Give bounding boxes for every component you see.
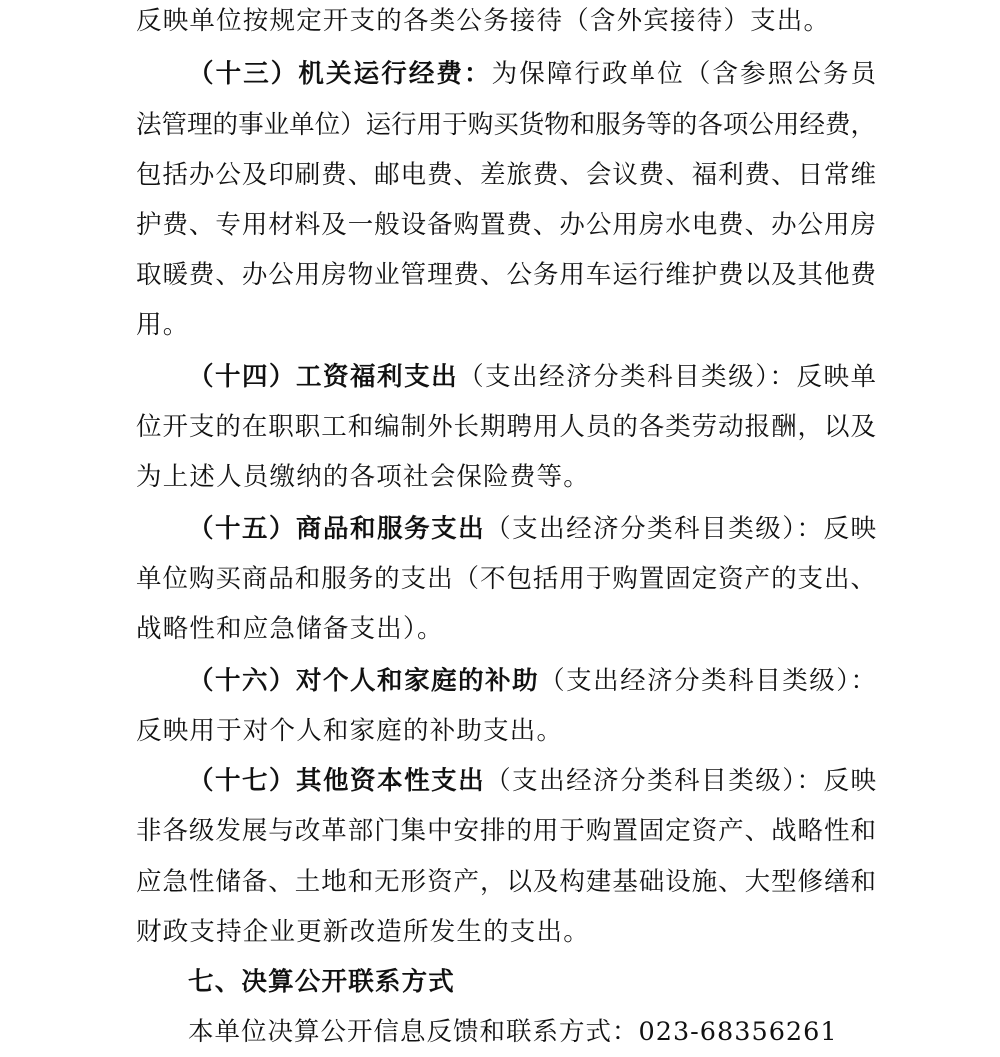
contact-label: 本单位决算公开信息反馈和联系方式： [188,1017,639,1047]
paragraph-line: 取暖费、办公用房物业管理费、公务用车运行维护费以及其他费 [136,260,876,290]
paragraph-line: 为上述人员缴纳的各项社会保险费等。 [136,462,590,492]
paragraph-line: 单位购买商品和服务的支出（不包括用于购置固定资产的支出、 [136,564,876,594]
paragraph-first-line [188,664,876,698]
term-definition: （支出经济分类科目类级）：反映 [485,514,876,544]
paragraph-line: 反映用于对个人和家庭的补助支出。 [136,716,564,746]
paragraph-first-line [188,57,876,91]
term-label: （十四）工资福利支出 [188,362,459,392]
term-definition: （支出经济分类科目类级）：反映单 [458,362,876,392]
paragraph-line: 位开支的在职职工和编制外长期聘用人员的各类劳动报酬，以及 [136,412,876,442]
paragraph-line: 法管理的事业单位）运行用于购买货物和服务等的各项公用经费， [136,110,876,140]
paragraph-line: 财政支持企业更新改造所发生的支出。 [136,917,590,947]
paragraph-line: 护费、专用材料及一般设备购置费、办公用房水电费、办公用房 [136,210,876,240]
term-label: （十五）商品和服务支出 [188,514,486,544]
paragraph-line: 非各级发展与改革部门集中安排的用于购置固定资产、战略性和 [136,816,876,846]
term-label: （十三）机关运行经费： [188,59,492,89]
paragraph-line: 战略性和应急储备支出）。 [136,614,444,644]
paragraph-first-line [188,764,876,798]
paragraph-first-line [188,360,876,394]
paragraph-line: 包括办公及印刷费、邮电费、差旅费、会议费、福利费、日常维 [136,160,876,190]
term-definition: 为保障行政单位（含参照公务员 [491,59,876,89]
term-definition: （支出经济分类科目类级）： [539,666,876,696]
paragraph-line: 反映单位按规定开支的各类公务接待（含外宾接待）支出。 [136,6,831,36]
paragraph-line: 应急性储备、土地和无形资产，以及构建基础设施、大型修缮和 [136,867,876,897]
section-heading: 七、决算公开联系方式 [188,967,456,997]
term-label: （十六）对个人和家庭的补助 [188,666,540,696]
paragraph-line: 用。 [136,310,190,340]
paragraph-first-line [188,512,876,546]
term-definition: （支出经济分类科目类级）：反映 [485,766,876,796]
contact-phone: 023-68356261 [638,1017,838,1047]
term-label: （十七）其他资本性支出 [188,766,486,796]
contact-line [188,1015,838,1049]
